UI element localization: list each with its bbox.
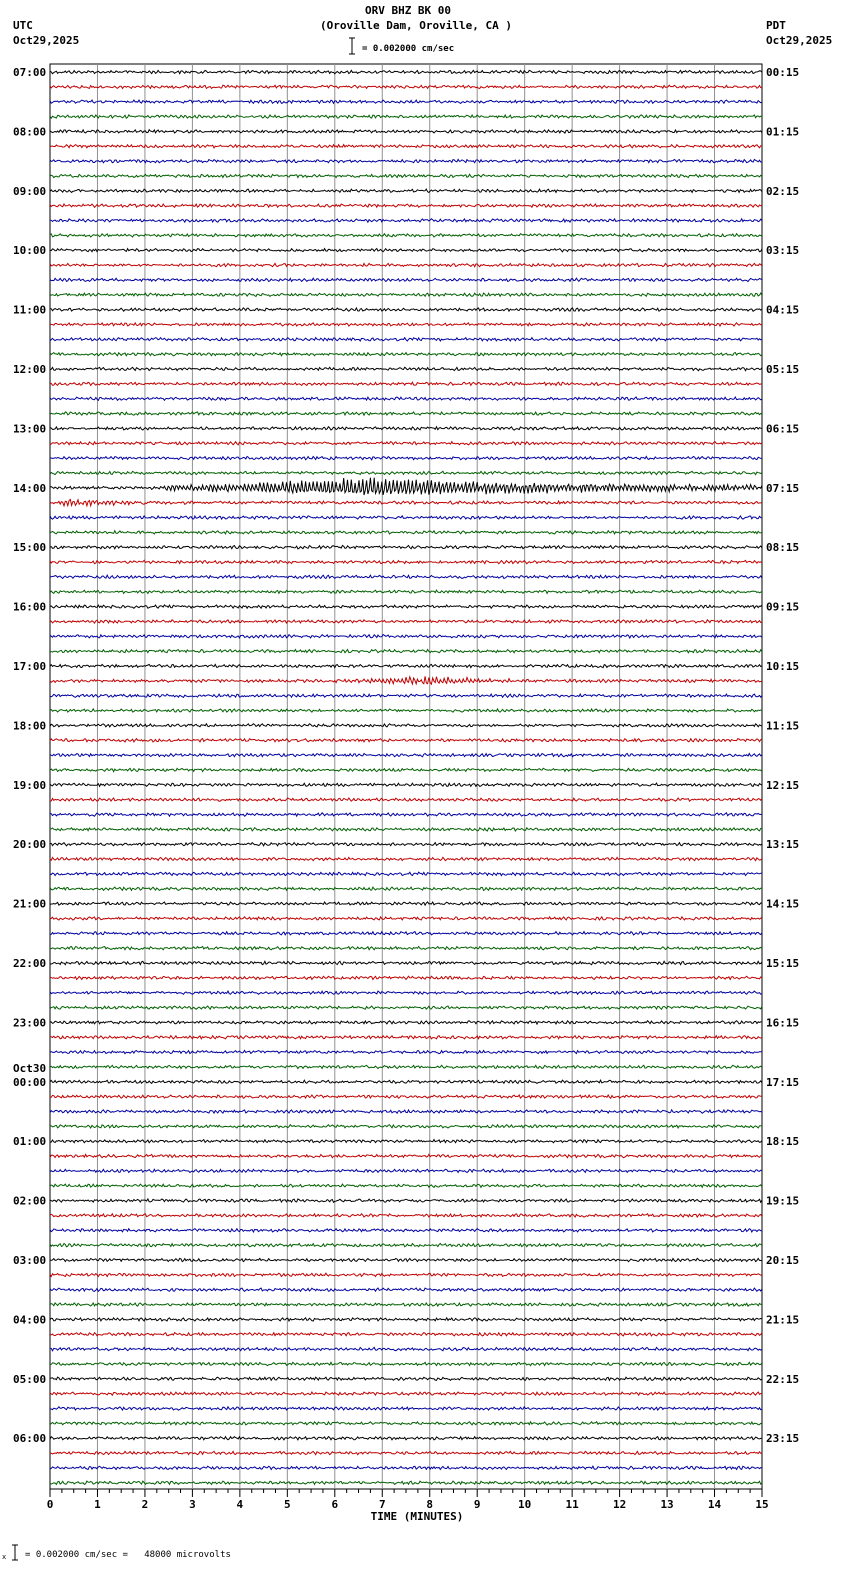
seismic-trace [50, 739, 762, 742]
pdt-hour-label: 17:15 [766, 1075, 800, 1089]
seismic-trace [50, 1169, 762, 1172]
utc-hour-label: 07:00 [13, 66, 47, 79]
pdt-hour-label: 13:15 [766, 838, 800, 852]
seismic-trace [50, 516, 762, 519]
seismic-trace [50, 1199, 762, 1202]
station-title: ORV BHZ BK 00 [364, 4, 452, 17]
seismic-trace [50, 1362, 762, 1365]
footer-scale-note: = 0.002000 cm/sec = 48000 microvolts [25, 1550, 231, 1560]
seismic-trace [50, 308, 762, 311]
seismic-trace [50, 798, 762, 801]
seismic-trace [50, 1347, 762, 1350]
seismic-trace [50, 1422, 762, 1425]
seismic-trace [50, 115, 762, 118]
seismic-trace [50, 478, 762, 495]
pdt-hour-label: 16:15 [766, 1016, 800, 1030]
utc-hour-label: 11:00 [13, 303, 47, 317]
utc-hour-label: 09:00 [13, 184, 47, 198]
utc-hour-label: 12:00 [13, 363, 47, 376]
pdt-hour-label: 02:15 [766, 184, 800, 198]
seismic-trace [50, 664, 762, 667]
x-tick-label: 12 [612, 1498, 627, 1511]
seismic-trace [50, 249, 762, 252]
x-tick-label: 9 [473, 1498, 481, 1511]
pdt-hour-label: 20:15 [766, 1254, 800, 1267]
pdt-hour-label: 14:15 [766, 897, 800, 911]
seismic-trace [50, 813, 762, 816]
seismic-trace [50, 338, 762, 341]
seismic-trace [50, 442, 762, 445]
pdt-hour-label: 00:15 [766, 66, 800, 79]
seismic-trace [50, 471, 762, 474]
seismic-trace [50, 590, 762, 593]
x-tick-label: 15 [755, 1498, 769, 1511]
seismic-trace [50, 1154, 762, 1157]
pdt-hour-label: 18:15 [766, 1135, 800, 1149]
utc-hour-label: 01:00 [13, 1135, 47, 1149]
seismic-trace [50, 531, 762, 534]
x-tick-label: 6 [331, 1498, 339, 1511]
seismic-trace [50, 1273, 762, 1276]
seismic-trace [50, 382, 762, 385]
utc-hour-label: 14:00 [13, 481, 47, 495]
seismic-trace [50, 991, 762, 994]
seismic-trace [50, 1095, 762, 1098]
x-tick-label: 7 [378, 1498, 386, 1511]
x-tick-label: 3 [189, 1498, 196, 1511]
pdt-zone-label: PDT [766, 19, 786, 32]
seismic-trace [50, 1036, 762, 1039]
seismic-trace [50, 560, 762, 563]
seismic-trace [50, 635, 762, 638]
utc-date-label: Oct29,2025 [13, 34, 80, 47]
x-tick-label: 8 [426, 1498, 434, 1511]
svg-text:x: x [2, 1553, 7, 1561]
seismic-trace [50, 1451, 762, 1454]
pdt-hour-label: 11:15 [766, 719, 800, 733]
seismic-trace [50, 499, 762, 506]
seismic-trace [50, 367, 762, 370]
seismic-trace [50, 1229, 762, 1232]
seismic-trace [50, 1303, 762, 1306]
seismic-trace [50, 857, 762, 860]
seismic-trace [50, 917, 762, 920]
seismic-trace [50, 768, 762, 771]
seismic-trace [50, 1110, 762, 1113]
seismic-trace [50, 932, 762, 935]
utc-hour-label: 05:00 [13, 1372, 47, 1386]
utc-hour-label: 17:00 [13, 660, 47, 673]
seismic-trace [50, 605, 762, 608]
x-tick-label: 5 [284, 1498, 291, 1511]
seismic-trace [50, 1065, 762, 1068]
seismic-trace [50, 456, 762, 459]
pdt-hour-label: 12:15 [766, 778, 800, 792]
pdt-hour-label: 19:15 [766, 1194, 800, 1208]
seismic-trace [50, 947, 762, 950]
seismic-trace [50, 85, 762, 88]
seismic-trace [50, 219, 762, 222]
seismic-trace [50, 70, 762, 73]
pdt-hour-label: 01:15 [766, 125, 800, 139]
seismic-trace [50, 397, 762, 400]
pdt-hour-label: 07:15 [766, 481, 800, 495]
pdt-hour-label: 23:15 [766, 1432, 800, 1446]
seismic-trace [50, 1244, 762, 1247]
seismic-trace [50, 872, 762, 875]
utc-hour-label: 21:00 [13, 897, 47, 911]
seismic-trace [50, 204, 762, 207]
utc-hour-label: 03:00 [13, 1254, 47, 1267]
pdt-hour-label: 03:15 [766, 244, 800, 258]
seismic-trace [50, 1006, 762, 1009]
seismic-trace [50, 783, 762, 786]
utc-hour-label: 06:00 [13, 1432, 47, 1446]
seismic-trace [50, 1288, 762, 1291]
utc-hour-label: 10:00 [13, 244, 47, 258]
seismic-trace [50, 694, 762, 697]
seismic-trace [50, 843, 762, 846]
seismic-trace [50, 1125, 762, 1128]
seismic-trace [50, 145, 762, 148]
seismic-trace [50, 961, 762, 964]
utc-hour-label: 19:00 [13, 778, 47, 792]
seismic-trace [50, 263, 762, 266]
seismic-trace [50, 1392, 762, 1395]
seismic-trace [50, 620, 762, 623]
x-tick-label: 13 [660, 1498, 674, 1511]
seismic-trace [50, 575, 762, 578]
utc-hour-label: 18:00 [13, 719, 47, 733]
seismic-trace [50, 546, 762, 549]
pdt-hour-label: 21:15 [766, 1313, 800, 1327]
utc-hour-label: 16:00 [13, 600, 47, 614]
seismic-trace [50, 1258, 762, 1261]
seismic-trace [50, 278, 762, 281]
utc-hour-label: 20:00 [13, 838, 47, 852]
station-location: (Oroville Dam, Oroville, CA ) [319, 19, 513, 32]
utc-hour-label: 23:00 [13, 1016, 47, 1030]
seismic-trace [50, 650, 762, 653]
utc-date-change-label: Oct30 [13, 1061, 47, 1075]
seismic-trace [50, 130, 762, 133]
x-tick-label: 10 [518, 1498, 532, 1511]
seismic-trace [50, 159, 762, 162]
seismic-trace [50, 1050, 762, 1053]
pdt-hour-label: 08:15 [766, 541, 800, 555]
seismic-trace [50, 902, 762, 905]
pdt-hour-label: 05:15 [766, 363, 800, 376]
seismic-trace [50, 828, 762, 831]
utc-hour-label: 08:00 [13, 125, 47, 139]
x-axis-title: TIME (MINUTES) [370, 1510, 464, 1523]
pdt-hour-label: 10:15 [766, 660, 800, 673]
x-tick-label: 0 [46, 1498, 54, 1511]
seismic-trace [50, 1140, 762, 1143]
utc-hour-label: 04:00 [13, 1313, 47, 1327]
x-tick-label: 2 [141, 1498, 149, 1511]
seismic-trace [50, 293, 762, 296]
seismic-trace [50, 189, 762, 192]
pdt-hour-label: 09:15 [766, 600, 800, 614]
seismic-trace [50, 353, 762, 356]
pdt-hour-label: 22:15 [766, 1372, 800, 1386]
seismic-trace [50, 1377, 762, 1380]
utc-hour-label: 15:00 [13, 541, 47, 555]
seismic-trace [50, 724, 762, 727]
seismic-trace [50, 709, 762, 712]
seismic-trace [50, 323, 762, 326]
seismic-trace [50, 1466, 762, 1469]
seismic-trace [50, 234, 762, 237]
scale-text: = 0.002000 cm/sec [362, 44, 455, 54]
seismic-trace [50, 1184, 762, 1187]
seismic-trace [50, 887, 762, 890]
pdt-date-label: Oct29,2025 [766, 34, 833, 47]
seismic-trace [50, 1407, 762, 1410]
seismic-trace [50, 427, 762, 430]
seismic-trace [50, 1333, 762, 1336]
pdt-hour-label: 04:15 [766, 303, 800, 317]
utc-hour-label: 00:00 [13, 1075, 47, 1089]
utc-zone-label: UTC [13, 19, 33, 32]
x-tick-label: 11 [565, 1498, 579, 1511]
seismic-trace [50, 976, 762, 979]
seismic-trace [50, 412, 762, 415]
pdt-hour-label: 15:15 [766, 957, 800, 970]
seismic-trace [50, 174, 762, 177]
seismic-trace [50, 1318, 762, 1321]
x-tick-label: 4 [236, 1498, 244, 1511]
seismic-trace [50, 100, 762, 103]
seismic-trace [50, 1437, 762, 1440]
seismic-trace [50, 1481, 762, 1484]
utc-hour-label: 22:00 [13, 957, 47, 970]
seismic-trace [50, 1214, 762, 1217]
utc-hour-label: 13:00 [13, 422, 47, 436]
pdt-hour-label: 06:15 [766, 422, 800, 436]
x-tick-label: 1 [94, 1498, 101, 1511]
seismic-trace [50, 1080, 762, 1083]
utc-hour-label: 02:00 [13, 1194, 47, 1208]
seismic-trace [50, 676, 762, 684]
seismic-trace [50, 754, 762, 757]
seismic-trace [50, 1021, 762, 1024]
x-tick-label: 14 [707, 1498, 722, 1511]
